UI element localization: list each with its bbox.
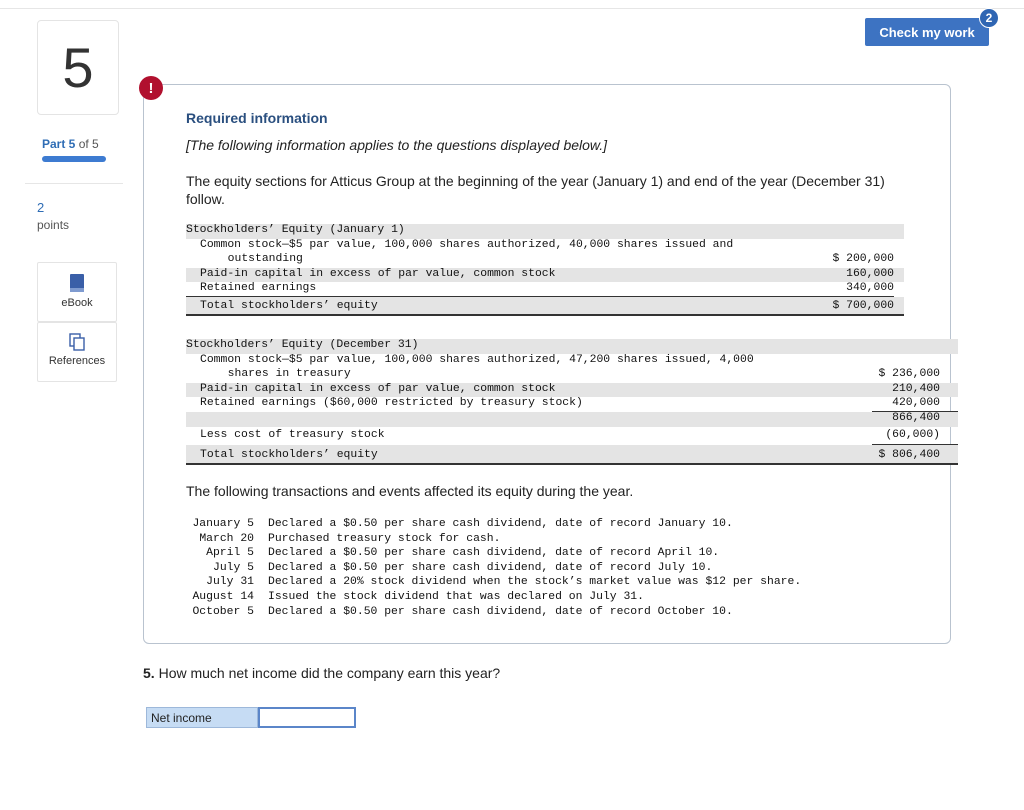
- list-item: [186, 606, 946, 621]
- equity-table-december: [186, 339, 958, 465]
- row-value: 210,400: [892, 382, 940, 395]
- table-row: [186, 268, 904, 283]
- table-row: [186, 297, 904, 316]
- row-value: 160,000: [846, 267, 894, 280]
- table-row: [186, 368, 958, 383]
- row-label: Paid-in capital in excess of par value, common stock: [200, 382, 556, 395]
- table-row: [200, 427, 958, 445]
- row-value: $ 200,000: [832, 253, 894, 266]
- ebook-label: eBook: [61, 297, 93, 309]
- row-label: outstanding: [214, 253, 303, 266]
- required-info-title: Required information: [186, 110, 328, 126]
- part-progress-bar: [42, 156, 106, 162]
- row-label: Retained earnings: [200, 282, 317, 295]
- top-divider: [0, 8, 1024, 9]
- required-info-subtitle: [The following information applies to the questions displayed below.]: [186, 137, 608, 153]
- check-my-work-button[interactable]: Check my work: [865, 18, 989, 46]
- row-value: $ 806,400: [878, 448, 940, 461]
- table-row: [186, 412, 958, 427]
- transaction-text: Issued the stock dividend that was declared on July 31.: [268, 590, 644, 603]
- points-label: points: [37, 218, 70, 232]
- question-number-label: 5.: [143, 665, 155, 681]
- transaction-date: March 20: [199, 532, 254, 545]
- table-row: [186, 354, 958, 369]
- events-intro-text: The following transactions and events affected its equity during the year.: [186, 483, 634, 499]
- row-value: (60,000): [885, 428, 940, 441]
- intro-text: The equity sections for Atticus Group at the beginning of the year (January 1) and end of the year (December 31) follow.: [186, 173, 885, 207]
- check-attempts-badge: 2: [979, 8, 999, 28]
- ebook-button[interactable]: [37, 262, 117, 322]
- row-label: shares in treasury: [214, 368, 351, 381]
- transaction-text: Declared a 20% stock dividend when the stock’s market value was $12 per share.: [268, 576, 802, 589]
- row-value: $ 700,000: [832, 299, 894, 312]
- table-row: [186, 383, 958, 398]
- alert-icon: !: [139, 76, 163, 100]
- table-row: [200, 397, 958, 412]
- references-label: References: [48, 355, 106, 367]
- transaction-text: Purchased treasury stock for cash.: [268, 532, 501, 545]
- documents-icon: [69, 333, 85, 351]
- transaction-text: Declared a $0.50 per share cash dividend, date of record January 10.: [268, 518, 733, 530]
- row-value: 340,000: [846, 282, 894, 295]
- table-row: [186, 224, 904, 239]
- row-label: Stockholders’ Equity (December 31): [186, 339, 419, 351]
- net-income-label: Net income: [146, 707, 258, 728]
- row-value: 866,400: [892, 411, 940, 424]
- transaction-text: Declared a $0.50 per share cash dividend, date of record October 10.: [268, 605, 733, 618]
- list-item: [186, 591, 946, 606]
- list-item: [186, 533, 946, 548]
- equity-table-january: [186, 224, 904, 316]
- row-value: $ 236,000: [878, 368, 940, 381]
- transaction-date: July 31: [206, 576, 254, 589]
- book-icon: [69, 273, 85, 293]
- row-label: Total stockholders’ equity: [200, 299, 378, 312]
- row-value: 420,000: [892, 397, 940, 410]
- row-label: Less cost of treasury stock: [200, 428, 385, 441]
- row-label: Retained earnings ($60,000 restricted by treasury stock): [200, 397, 583, 410]
- transaction-text: Declared a $0.50 per share cash dividend, date of record April 10.: [268, 547, 720, 560]
- transaction-date: July 5: [212, 561, 254, 574]
- transactions-list: [186, 518, 946, 620]
- question-prompt: [143, 665, 500, 681]
- net-income-input[interactable]: [258, 707, 356, 728]
- question-number: 5: [37, 20, 119, 115]
- list-item: [186, 562, 946, 577]
- transaction-date: January 5: [192, 518, 254, 530]
- list-item: [186, 518, 946, 533]
- row-label: Stockholders’ Equity (January 1): [186, 224, 405, 236]
- table-row: [186, 445, 958, 465]
- rail-divider: [25, 183, 123, 184]
- question-text: How much net income did the company earn this year?: [158, 665, 501, 681]
- table-row: [186, 253, 904, 268]
- transaction-text: Declared a $0.50 per share cash dividend, date of record July 10.: [268, 561, 713, 574]
- part-indicator: [42, 137, 99, 151]
- row-label: Common stock—$5 par value, 100,000 shares authorized, 40,000 shares issued and: [200, 238, 734, 251]
- transaction-date: August 14: [192, 590, 254, 603]
- list-item: [186, 576, 946, 591]
- table-row: [186, 282, 894, 297]
- transaction-date: April 5: [206, 547, 254, 560]
- table-row: [186, 339, 958, 354]
- row-label: Paid-in capital in excess of par value, common stock: [200, 267, 556, 280]
- part-label: Part 5: [42, 137, 76, 151]
- list-item: [186, 547, 946, 562]
- transaction-date: October 5: [192, 605, 254, 618]
- row-label: Total stockholders’ equity: [200, 448, 378, 461]
- references-button[interactable]: [37, 322, 117, 382]
- row-label: Common stock—$5 par value, 100,000 shares authorized, 47,200 shares issued, 4,000: [200, 353, 754, 366]
- points-value: 2: [37, 200, 45, 215]
- part-of: of 5: [78, 137, 99, 151]
- table-row: [186, 239, 904, 254]
